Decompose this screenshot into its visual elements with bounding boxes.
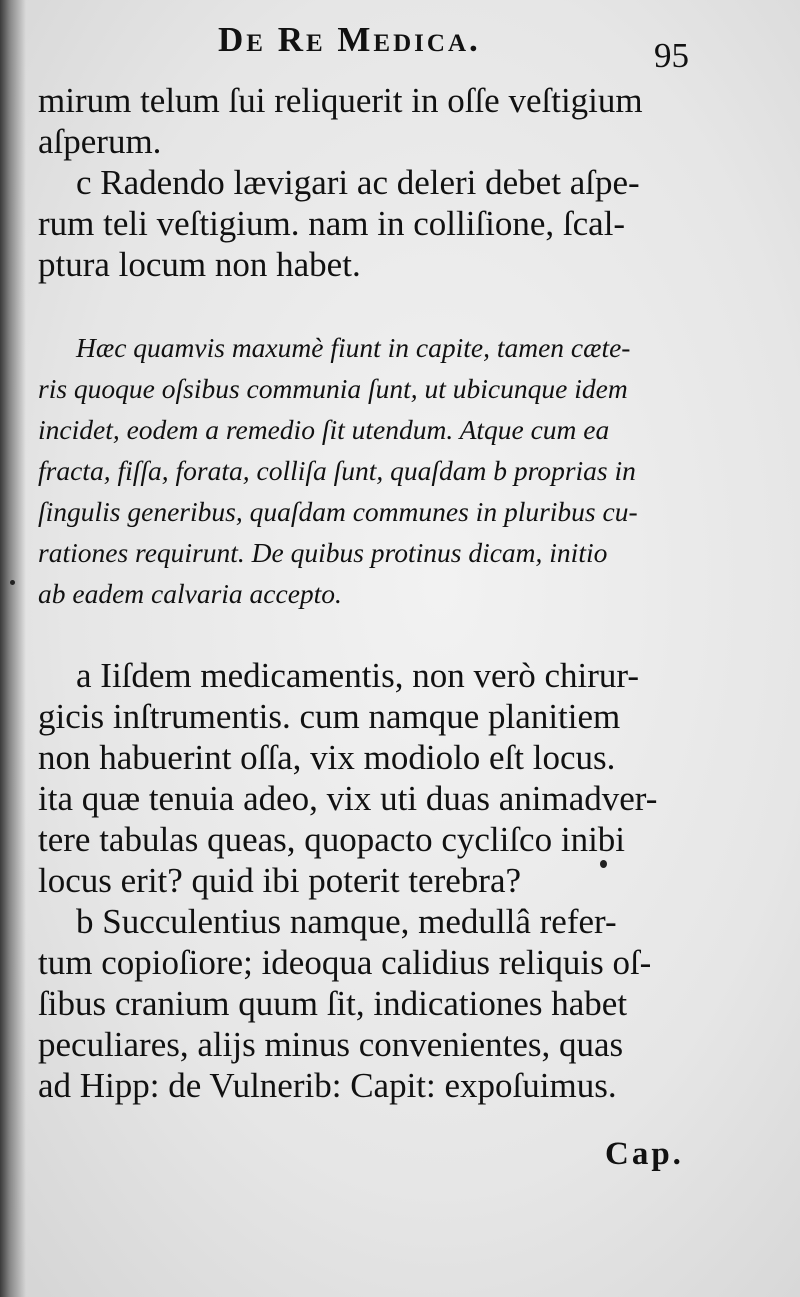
ink-speck: [600, 860, 607, 868]
text-line: gicis inſtrumentis. cum namque planitiem: [38, 697, 621, 736]
text-line: a Iiſdem medicamentis, non verò chirur-: [76, 656, 639, 695]
text-line: c Radendo lævigari ac deleri debet aſpe-: [76, 163, 640, 202]
text-line: incidet, eodem a remedio ſit utendum. Atque cum ea: [38, 414, 610, 445]
text-line: fracta, fiſſa, forata, colliſa ſunt, quaſdam b proprias in: [38, 455, 636, 486]
text-line: ſibus cranium quum ſit, indicationes habet: [38, 984, 628, 1023]
text-line: b Succulentius namque, medullâ refer-: [76, 902, 617, 941]
commentary-block-2: [38, 655, 700, 1106]
page-number: 95: [654, 36, 689, 75]
text-line: ita quæ tenuia adeo, vix uti duas animadver-: [38, 779, 658, 818]
main-text-block: [38, 327, 708, 614]
text-line: non habuerint oſſa, vix modiolo eſt locus.: [38, 738, 616, 777]
text-line: ab eadem calvaria accepto.: [38, 578, 342, 609]
text-line: locus erit? quid ibi poterit terebra?: [38, 861, 522, 900]
text-line: ris quoque oſsibus communia ſunt, ut ubicunque idem: [38, 373, 628, 404]
text-line: mirum telum ſui reliquerit in oſſe veſtigium: [38, 81, 643, 120]
text-line: tere tabulas queas, quopacto cycliſco inibi: [38, 820, 626, 859]
page-header: [0, 16, 800, 76]
text-line: peculiares, alijs minus convenientes, quas: [38, 1025, 624, 1064]
text-line: rationes requirunt. De quibus protinus dicam, initio: [38, 537, 608, 568]
text-line: tum copioſiore; ideoqua calidius reliquis oſ-: [38, 943, 652, 982]
text-line: rum teli veſtigium. nam in colliſione, ſcal-: [38, 204, 626, 243]
text-line: ſingulis generibus, quaſdam communes in pluribus cu-: [38, 496, 638, 527]
text-line: Hæc quamvis maxumè fiunt in capite, tamen cæte-: [76, 332, 631, 363]
text-line: ad Hipp: de Vulnerib: Capit: expoſuimus.: [38, 1066, 617, 1105]
commentary-block-1: [38, 80, 700, 285]
text-line: ptura locum non habet.: [38, 245, 361, 284]
page-gutter-shadow: [0, 0, 26, 1297]
running-head: De Re Medica.: [218, 20, 481, 59]
catchword: Cap.: [605, 1136, 684, 1172]
text-line: aſperum.: [38, 122, 162, 161]
ink-speck: [10, 580, 15, 585]
